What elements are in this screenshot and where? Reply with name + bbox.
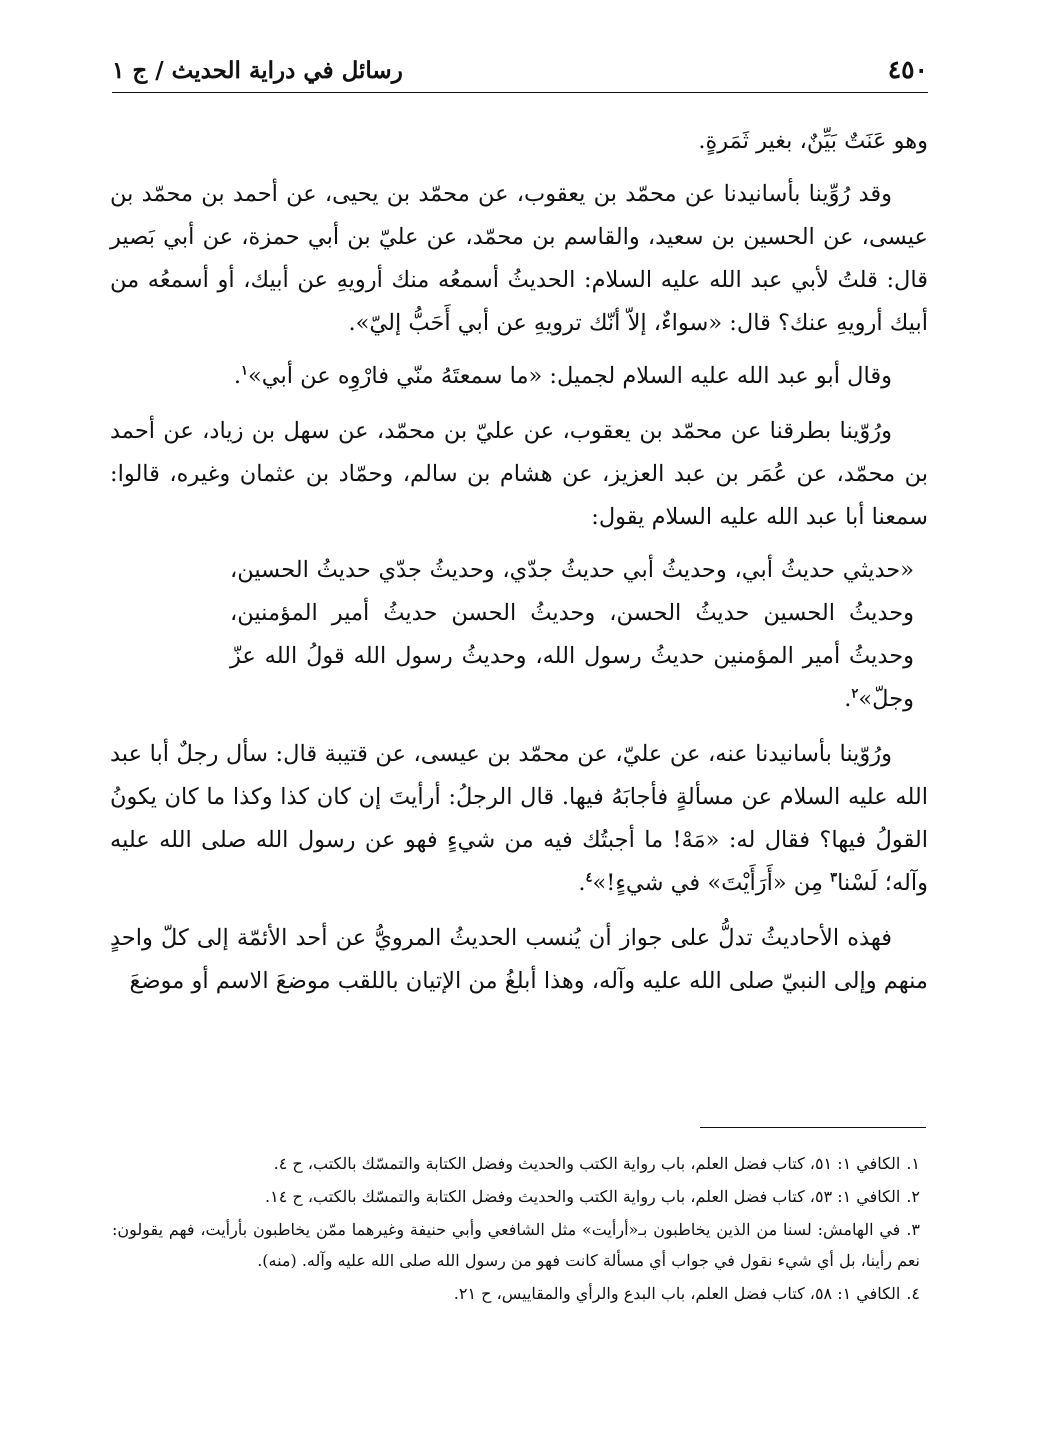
footnote-3 bbox=[112, 1214, 920, 1276]
paragraph-abu-basir: وقد رُوِّينا بأسانيدنا عن محمّد بن يعقوب، عن محمّد بن يحيى، عن أحمد بن محمّد بن عيسى، عن الحسين بن سعيد، والقاسم بن محمّد، عن عليّ بن أبي حمزة، عن أبي بَصير قال: قلتُ لأبي عبد الله عليه السلام: الحديثُ أسمعُه منك أرويهِ عن أبيك، أو أسمعُه من أبيك أرويهِ عنك؟ قال: «سواءٌ، إلاّ أنّك ترويهِ عن أبي أَحَبُّ إليّ». bbox=[110, 181, 928, 336]
paragraph-chain: ورُوّينا بطرقنا عن محمّد بن يعقوب، عن عليّ بن محمّد، عن سهل بن زياد، عن أحمد بن محمّد، عن عُمَر بن عبد العزيز، عن هشام بن سالم، وحمّاد بن عثمان وغيره، قالوا: سمعنا أبا عبد الله عليه السلام يقول: bbox=[110, 418, 928, 530]
paragraph-intro: وهو عَنَتٌ بَيِّنٌ، بغير ثَمَرةٍ. bbox=[698, 128, 928, 154]
footnote-number: ٤. bbox=[906, 1284, 920, 1303]
footnote-2 bbox=[112, 1181, 920, 1212]
footnote-text: الكافي ١: ٥١، كتاب فضل العلم، باب رواية الكتب والحديث وفضل الكتابة والتمسّك بالكتب، ح ٤. bbox=[273, 1154, 901, 1173]
footnote-ref-2[interactable]: ٢ bbox=[851, 686, 859, 702]
paragraph-jamil: وقال أبو عبد الله عليه السلام لجميل: «ما سمعتَهُ منّي فارْوِه عن أبي»$^١$. bbox=[233, 363, 892, 389]
footnote-number: ٢. bbox=[906, 1187, 920, 1206]
quoted-hadith: «حديثي حديثُ أبي، وحديثُ أبي حديثُ جدّي، وحديثُ جدّي حديثُ الحسين، وحديثُ الحسين حديثُ الحسن، وحديثُ الحسن حديثُ أمير المؤمنين، وحديثُ أمير المؤمنين حديثُ رسول الله، وحديثُ رسول الله قولُ الله عزّ وجلّ»$^٢$. bbox=[230, 557, 914, 712]
footnote-number: ٣. bbox=[906, 1220, 920, 1239]
main-text bbox=[110, 120, 928, 1015]
paragraph-qutayba-text-a: ورُوّينا بأسانيدنا عنه، عن عليّ، عن محمّد بن عيسى، عن قتيبة قال: سأل رجلٌ أبا عبد الله عليه السلام عن مسألةٍ فأجابَهُ فيها. قال الرجلُ: أرأيتَ إن كان كذا وكذا ما كان يكونُ القولُ فيها؟ فقال له: «مَهْ! ما أجبتُك فيه من شيءٍ فهو عن رسول الله صلى الله عليه وآله؛ لَسْنا bbox=[110, 741, 928, 896]
running-title: رسائل في دراية الحديث / ج ١ bbox=[112, 57, 403, 84]
footnote-text: الكافي ١: ٥٣، كتاب فضل العلم، باب رواية الكتب والحديث وفضل الكتابة والتمسّك بالكتب، ح ١٤. bbox=[265, 1187, 901, 1206]
header-divider bbox=[112, 92, 928, 93]
footnote-ref-1[interactable]: ١ bbox=[240, 363, 248, 379]
footnote-text: الكافي ١: ٥٨، كتاب فضل العلم، باب البدع والرأي والمقاييس، ح ٢١. bbox=[453, 1284, 901, 1303]
paragraph-jamil-text: وقال أبو عبد الله عليه السلام لجميل: «ما سمعتَهُ منّي فارْوِه عن أبي» bbox=[247, 363, 892, 389]
footnotes bbox=[112, 1148, 920, 1311]
footnote-ref-3[interactable]: ٣ bbox=[830, 870, 838, 886]
paragraph-conclusion: فهذه الأحاديثُ تدلُّ على جواز أن يُنسب الحديثُ المرويُّ عن أحد الأئمّة إلى كلّ واحدٍ منهم وإلى النبيّ صلى الله عليه وآله، وهذا أبلغُ من الإتيان باللقب موضعَ الاسم أو موضعَ bbox=[110, 925, 928, 994]
paragraph-qutayba: ورُوّينا بأسانيدنا عنه، عن عليّ، عن محمّد بن عيسى، عن قتيبة قال: سأل رجلٌ أبا عبد الله عليه السلام عن مسألةٍ فأجابَهُ فيها. قال الرجلُ: أرأيتَ إن كان كذا وكذا ما كان يكونُ القولُ فيها؟ فقال له: «مَهْ! ما أجبتُك فيه من شيءٍ فهو عن رسول الله صلى الله عليه وآله؛ لَسْنا$^٣$ مِن «أَرَأَيْتَ» في شيءٍ!»$^٤$. bbox=[110, 741, 928, 896]
footnote-1 bbox=[112, 1148, 920, 1179]
footnote-text: في الهامش: لسنا من الذين يخاطبون بـ«أرأيت» مثل الشافعي وأبي حنيفة وغيرهما ممّن يخاطبون بأرأيت، فهم يقولون: نعم رأينا، بل أي شيء نقول في جواب أي مسألة كانت فهو من رسول الله صلى الله عليه وآله. (منه). bbox=[112, 1220, 920, 1270]
page-number: ٤٥٠ bbox=[887, 55, 928, 84]
paragraph-qutayba-text-b: مِن «أَرَأَيْتَ» في شيءٍ!» bbox=[592, 870, 823, 896]
footnote-divider bbox=[700, 1127, 926, 1128]
quoted-hadith-text: «حديثي حديثُ أبي، وحديثُ أبي حديثُ جدّي، وحديثُ جدّي حديثُ الحسين، وحديثُ الحسين حديثُ الحسن، وحديثُ الحسن حديثُ أمير المؤمنين، وحديثُ أمير المؤمنين حديثُ رسول الله، وحديثُ رسول الله قولُ الله عزّ وجلّ» bbox=[230, 557, 914, 712]
footnote-number: ١. bbox=[906, 1154, 920, 1173]
running-header bbox=[112, 40, 928, 84]
footnote-ref-4[interactable]: ٤ bbox=[585, 870, 593, 886]
footnote-4 bbox=[112, 1278, 920, 1309]
